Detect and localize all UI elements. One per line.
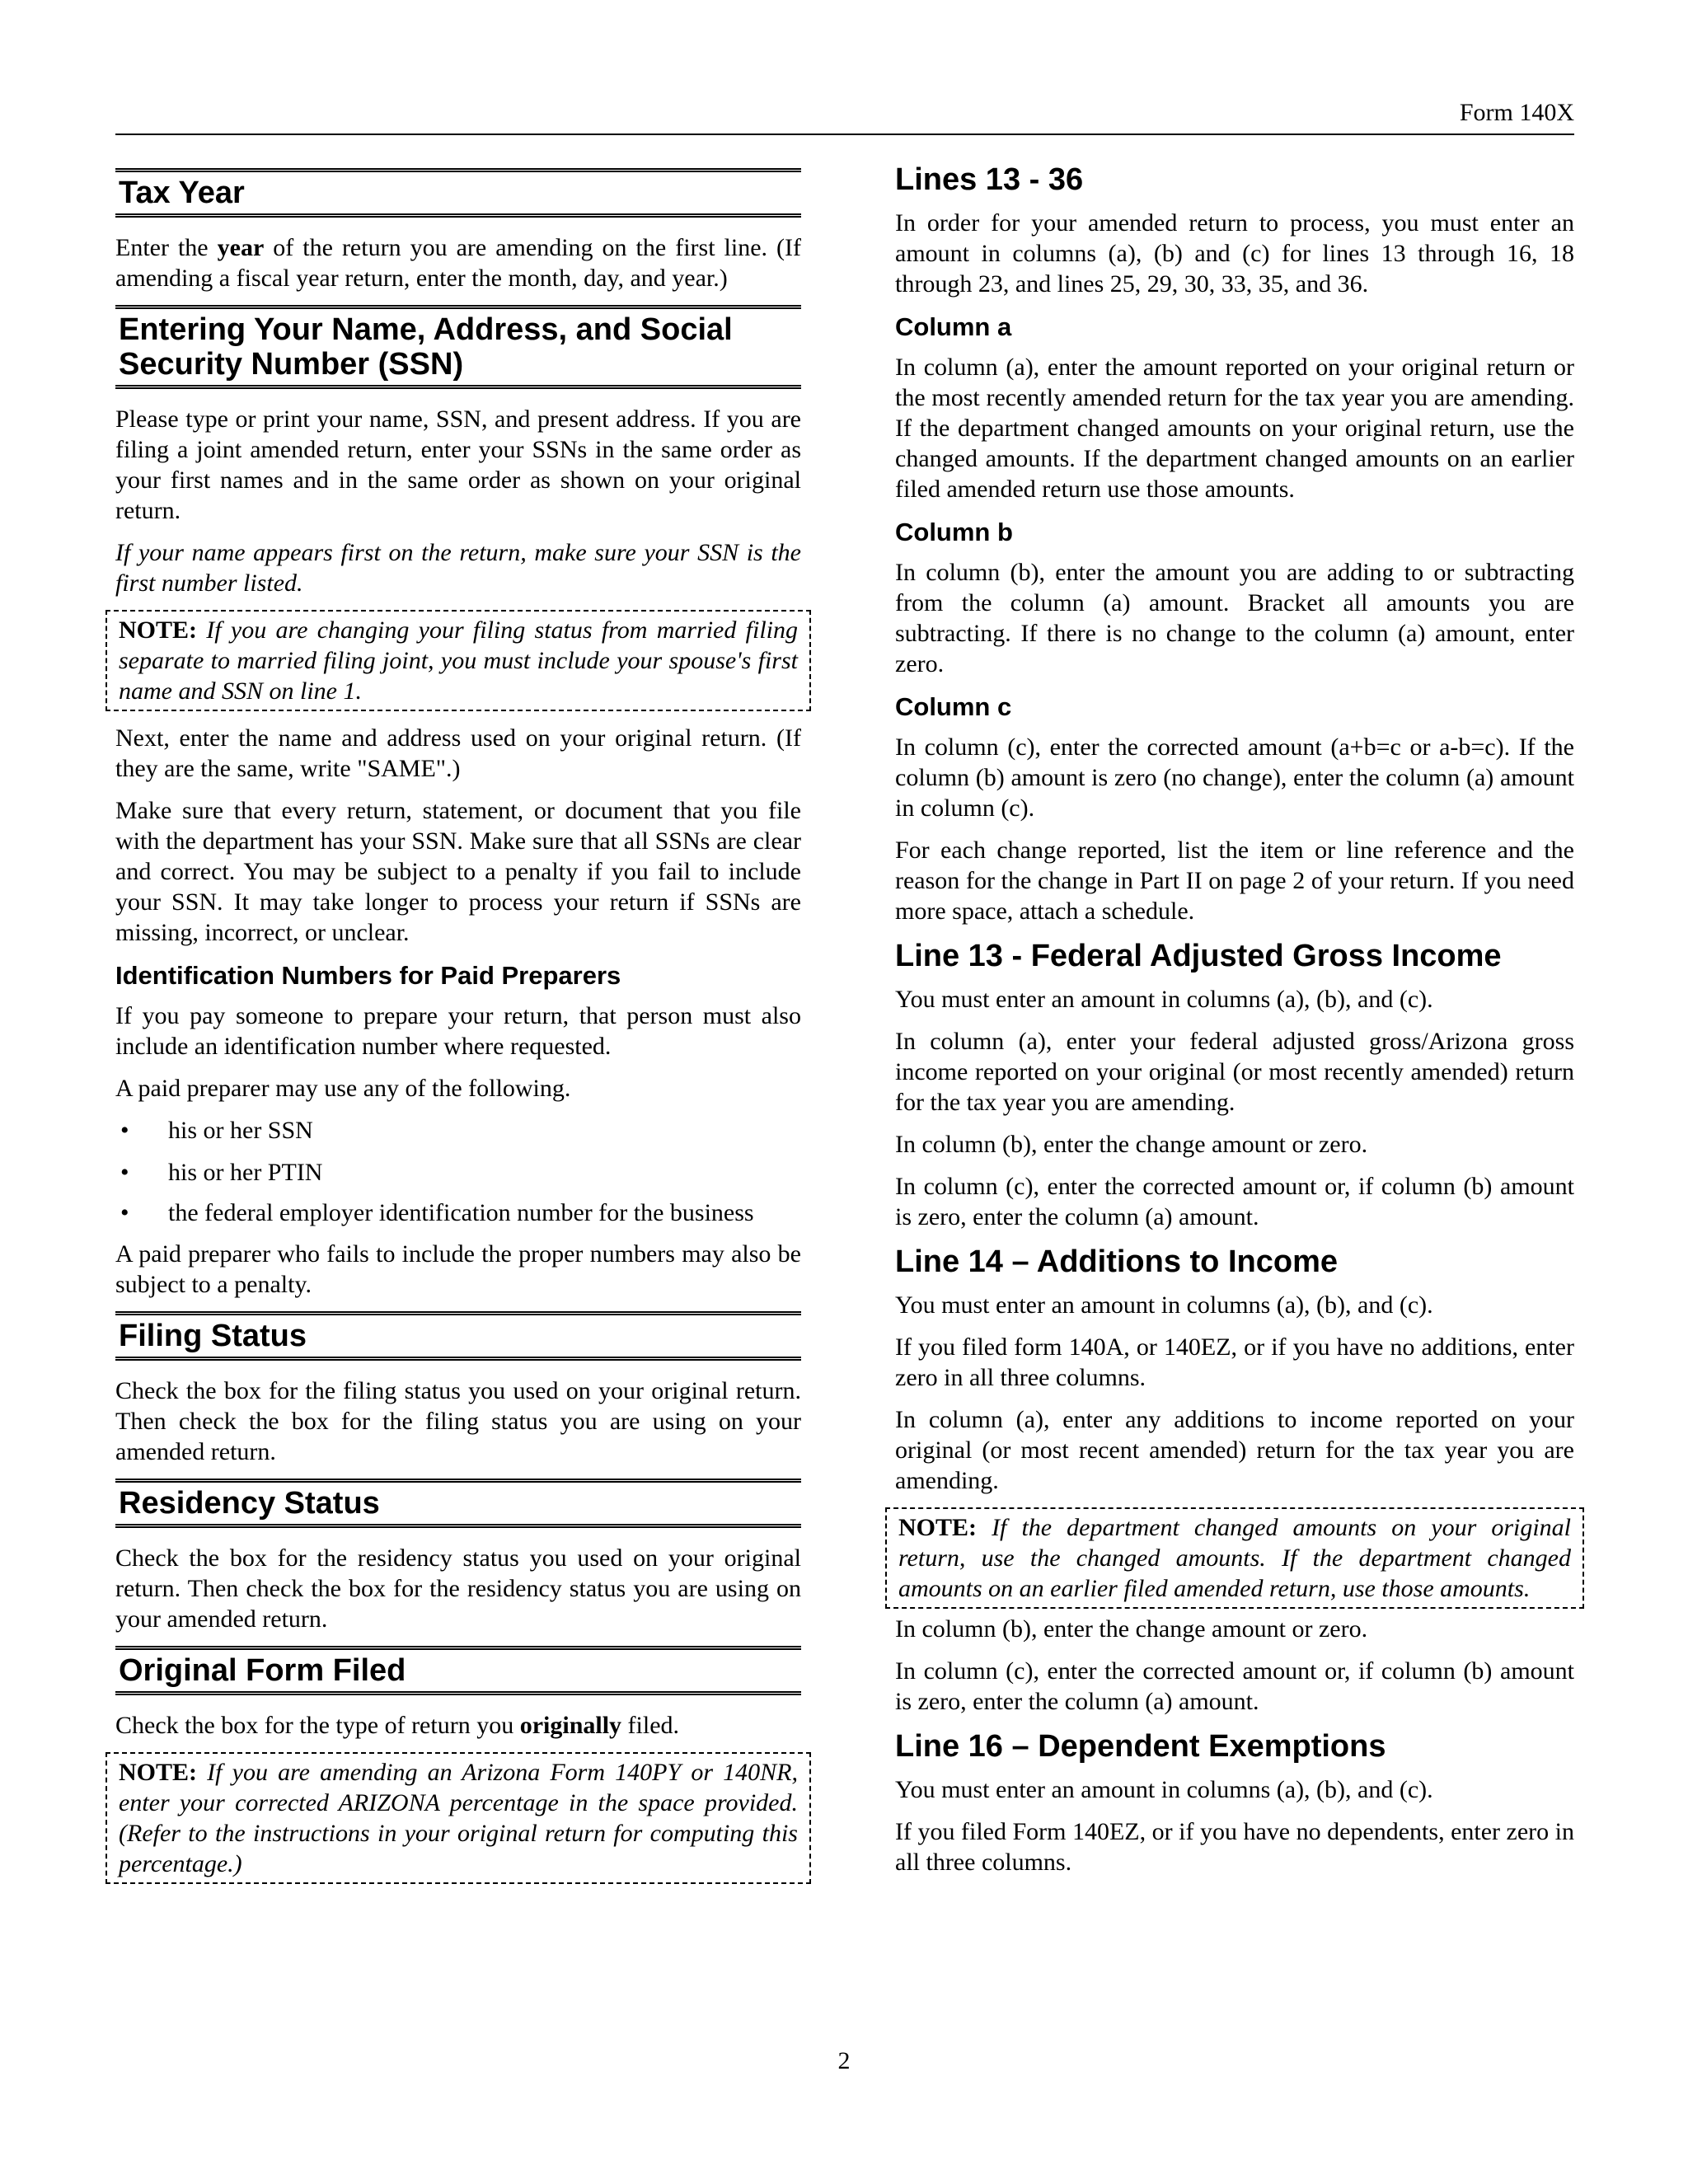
line-13-heading: Line 13 - Federal Adjusted Gross Income [895, 939, 1502, 973]
filing-status-text: Check the box for the filing status you used on your original return. Then check the box for the filing status you are using on your amended return. [115, 1377, 801, 1465]
name-address-text-3: Next, enter the name and address used on your original return. (If they are the same, write "SAME".) [115, 724, 801, 782]
note-label: NOTE: [119, 1759, 198, 1786]
lines-13-36-text: In order for your amended return to process, you must enter an amount in columns (a), (b) and (c) for lines 13 through 16, 18 through 23, and lines 25, 29, 30, 33, 35, and 36. [895, 209, 1574, 298]
line-14-heading: Line 14 – Additions to Income [895, 1244, 1338, 1279]
lines-13-36-heading: Lines 13 - 36 [895, 162, 1084, 197]
line-14-text-2: If you filed form 140A, or 140EZ, or if you have no additions, enter zero in all three columns. [895, 1333, 1574, 1391]
name-address-heading: Entering Your Name, Address, and Social Security Number (SSN) [115, 305, 801, 389]
line-16-text-2: If you filed Form 140EZ, or if you have no dependents, enter zero in all three columns. [895, 1818, 1574, 1876]
name-address-text-1: Please type or print your name, SSN, and present address. If you are filing a joint amended return, enter your SSNs in the same order as your first names and in the same order as shown on your original return. [115, 405, 801, 524]
text-run: of the return you are amending on the first line. (If amending a fiscal year return, enter the month, day, and year.) [115, 234, 801, 292]
line-14-text-1: You must enter an amount in columns (a), (b), and (c). [895, 1291, 1433, 1319]
list-item [115, 1199, 801, 1227]
page-number: 2 [837, 2047, 851, 2074]
note-label: NOTE: [119, 616, 198, 644]
id-numbers-text-2: A paid preparer may use any of the following. [115, 1075, 571, 1102]
note-text: If you are changing your filing status from married filing separate to married filing joint, you must include your spouse's first name and SSN on line 1. [119, 616, 798, 705]
original-form-text [115, 1710, 801, 1741]
preparer-id-list [115, 1115, 801, 1227]
residency-status-heading: Residency Status [115, 1479, 801, 1528]
tax-year-heading: Tax Year [115, 168, 801, 218]
name-address-text-4: Make sure that every return, statement, or document that you file with the department has your SSN. Make sure that all SSNs are clear and correct. You may be subject to a penalty if you fail to include your SSN. It may take longer to process your return if SSNs are missing, incorrect, or unclear. [115, 797, 801, 946]
text-run: Check the box for the type of return you [115, 1712, 520, 1739]
column-b-text: In column (b), enter the amount you are adding to or subtracting from the column (a) amount. Bracket all amounts you are subtracting. If there is no change to the column (a) amount, enter zero. [895, 559, 1574, 677]
form-id: Form 140X [1459, 99, 1574, 126]
bullet-icon: • [120, 1117, 129, 1144]
list-item-text: his or her PTIN [168, 1159, 323, 1186]
list-item-text: his or her SSN [168, 1117, 313, 1144]
residency-status-text: Check the box for the residency status you used on your original return. Then check the box for the residency status you are using on your amended return. [115, 1544, 801, 1633]
id-numbers-heading: Identification Numbers for Paid Preparers [115, 961, 621, 990]
list-item [115, 1115, 801, 1146]
bullet-icon: • [120, 1159, 129, 1186]
text-run: filed. [621, 1712, 680, 1739]
line-13-text-3: In column (b), enter the change amount or zero. [895, 1131, 1368, 1158]
right-column [895, 162, 1574, 1889]
column-a-heading: Column a [895, 312, 1012, 341]
change-report-text: For each change reported, list the item or line reference and the reason for the change in Part II on page 2 of your return. If you need more space, attach a schedule. [895, 837, 1574, 925]
text-run: Enter the [115, 234, 218, 261]
name-address-text-2: If your name appears first on the return, make sure your SSN is the first number listed. [115, 539, 801, 597]
column-c-heading: Column c [895, 692, 1012, 721]
note-label: NOTE: [898, 1514, 978, 1541]
id-numbers-text-1: If you pay someone to prepare your return, that person must also include an identification number where requested. [115, 1002, 801, 1060]
note-text: If the department changed amounts on your original return, use the changed amounts. If the department changed amounts on an earlier filed amended return, use those amounts. [898, 1514, 1571, 1602]
list-item [115, 1157, 801, 1188]
line-13-text-2: In column (a), enter your federal adjusted gross/Arizona gross income reported on your original (or most recently amended) return for the tax year you are amending. [895, 1028, 1574, 1116]
note-box-arizona-percentage [106, 1752, 811, 1884]
original-form-heading: Original Form Filed [115, 1646, 801, 1695]
left-column [115, 162, 801, 1896]
column-b-heading: Column b [895, 518, 1013, 546]
note-text: If you are amending an Arizona Form 140PY or 140NR, enter your corrected ARIZONA percentage in the space provided. (Refer to the instructions in your original return for computing this percentage.) [119, 1759, 798, 1877]
list-item-text: the federal employer identification number for the business [168, 1199, 754, 1226]
text-run-bold: year [217, 234, 265, 261]
filing-status-heading: Filing Status [115, 1311, 801, 1361]
line-13-text-4: In column (c), enter the corrected amount or, if column (b) amount is zero, enter the column (a) amount. [895, 1173, 1574, 1230]
line-14-text-3: In column (a), enter any additions to income reported on your original (or most recent amended) return for the tax year you are amending. [895, 1406, 1574, 1494]
line-13-text-1: You must enter an amount in columns (a), (b), and (c). [895, 986, 1433, 1013]
note-box-department-changes [885, 1507, 1584, 1609]
note-box-filing-status-change [106, 610, 811, 711]
tax-year-text [115, 232, 801, 293]
id-numbers-text-3: A paid preparer who fails to include the proper numbers may also be subject to a penalty. [115, 1240, 801, 1298]
bullet-icon: • [120, 1199, 129, 1226]
line-16-heading: Line 16 – Dependent Exemptions [895, 1729, 1386, 1764]
page-header [115, 97, 1574, 135]
column-c-text: In column (c), enter the corrected amount (a+b=c or a-b=c). If the column (b) amount is zero (no change), enter the column (a) amount in column (c). [895, 733, 1574, 822]
column-a-text: In column (a), enter the amount reported on your original return or the most recently amended return for the tax year you are amending. If the department changed amounts on your original return, use the changed amounts. If the department changed amounts on an earlier filed amended return use those amounts. [895, 354, 1574, 503]
line-16-text-1: You must enter an amount in columns (a), (b), and (c). [895, 1776, 1433, 1803]
text-run-bold: originally [519, 1712, 622, 1739]
line-14-text-4: In column (b), enter the change amount or zero. [895, 1615, 1368, 1643]
line-14-text-5: In column (c), enter the corrected amount or, if column (b) amount is zero, enter the column (a) amount. [895, 1657, 1574, 1715]
